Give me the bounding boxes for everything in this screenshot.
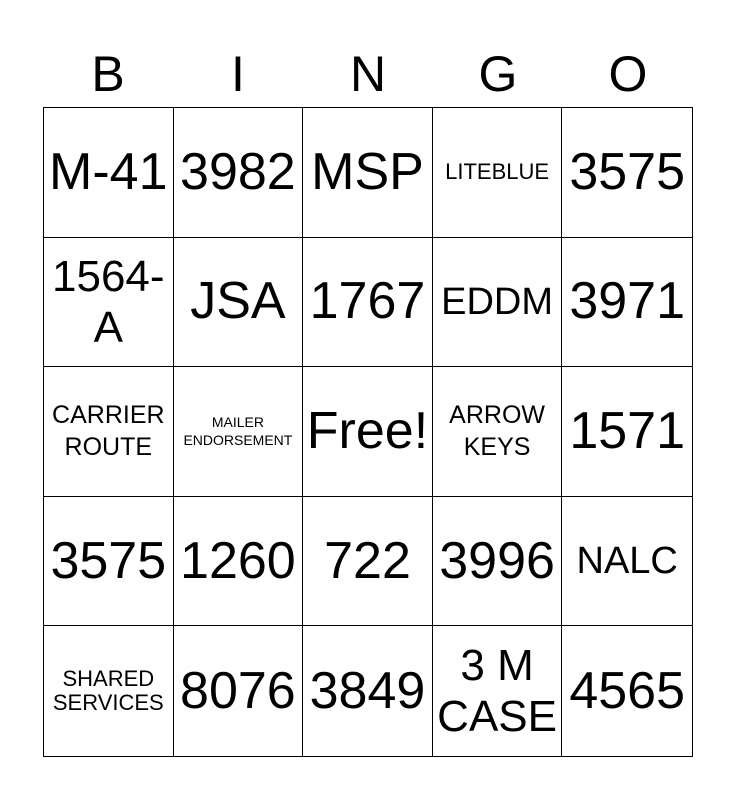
header-letter-b: B — [91, 46, 125, 102]
bingo-cell[interactable]: 8076 — [174, 626, 304, 756]
bingo-cell[interactable]: LITEBLUE — [433, 108, 563, 238]
bingo-cell[interactable]: 1564-A — [44, 238, 174, 368]
bingo-cell[interactable]: 1260 — [174, 497, 304, 627]
bingo-cell[interactable]: 3996 — [433, 497, 563, 627]
bingo-cell[interactable]: 4565 — [569, 661, 686, 720]
bingo-cell[interactable]: 1571 — [562, 367, 692, 497]
header-letter-i: I — [231, 46, 245, 102]
bingo-cell[interactable]: CARRIER ROUTE — [44, 367, 174, 497]
bingo-cell[interactable]: ARROW KEYS — [433, 367, 563, 497]
bingo-cell[interactable]: SHARED SERVICES — [44, 626, 174, 756]
bingo-header — [43, 40, 693, 108]
bingo-cell[interactable]: EDDM — [433, 238, 563, 368]
bingo-cell[interactable]: M-41 — [44, 108, 174, 238]
bingo-cell[interactable]: 3575 — [562, 108, 692, 238]
bingo-cell[interactable]: 3849 — [303, 626, 433, 756]
bingo-cell[interactable]: 722 — [303, 497, 433, 627]
bingo-cell[interactable]: 3971 — [562, 238, 692, 368]
free-space[interactable]: Free! — [303, 367, 433, 497]
bingo-cell[interactable]: MSP — [303, 108, 433, 238]
bingo-cell[interactable]: NALC — [562, 497, 692, 627]
bingo-cell[interactable]: 3 M CASE — [433, 626, 563, 756]
bingo-card-grid — [43, 107, 693, 757]
bingo-cell[interactable]: 3982 — [174, 108, 304, 238]
bingo-cell[interactable]: 1767 — [303, 238, 433, 368]
header-letter-g: G — [478, 46, 518, 102]
header-letter-o: O — [608, 46, 648, 102]
bingo-cell[interactable]: 3575 — [44, 497, 174, 627]
header-letter-n: N — [349, 46, 387, 102]
bingo-cell[interactable]: MAILER ENDORSEMENT — [174, 367, 304, 497]
bingo-cell[interactable]: JSA — [174, 238, 304, 368]
